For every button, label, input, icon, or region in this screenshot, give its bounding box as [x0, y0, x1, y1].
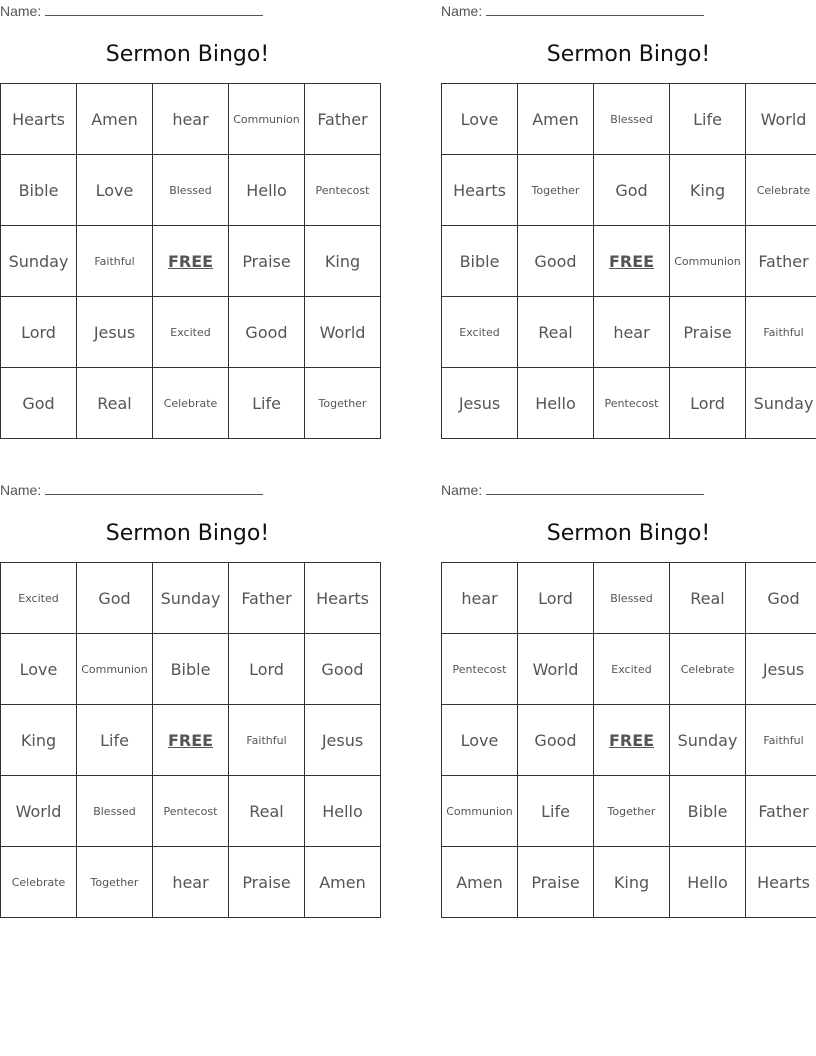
- bingo-cell[interactable]: Blessed: [153, 155, 229, 226]
- name-underline: [486, 3, 704, 16]
- bingo-cell[interactable]: Bible: [670, 776, 746, 847]
- bingo-cell[interactable]: hear: [153, 84, 229, 155]
- bingo-cell[interactable]: King: [305, 226, 381, 297]
- bingo-cell[interactable]: Hello: [229, 155, 305, 226]
- bingo-cell[interactable]: Together: [305, 368, 381, 439]
- grid-row: [442, 705, 816, 776]
- bingo-cell[interactable]: Praise: [670, 297, 746, 368]
- bingo-cell[interactable]: Hearts: [1, 84, 77, 155]
- name-label: Name:: [0, 3, 42, 19]
- bingo-cell[interactable]: Praise: [229, 226, 305, 297]
- bingo-cell[interactable]: World: [746, 84, 816, 155]
- bingo-cell[interactable]: Good: [229, 297, 305, 368]
- grid-row: [1, 847, 381, 918]
- bingo-cell[interactable]: God: [77, 563, 153, 634]
- bingo-cell[interactable]: Celebrate: [670, 634, 746, 705]
- bingo-cell[interactable]: Excited: [594, 634, 670, 705]
- bingo-cell[interactable]: Excited: [1, 563, 77, 634]
- grid-row: [1, 563, 381, 634]
- grid-row: [442, 563, 816, 634]
- name-underline: [45, 3, 263, 16]
- bingo-cell[interactable]: Jesus: [305, 705, 381, 776]
- name-label: Name:: [441, 3, 483, 19]
- bingo-cell[interactable]: Pentecost: [594, 368, 670, 439]
- bingo-cell[interactable]: Amen: [305, 847, 381, 918]
- free-space[interactable]: FREE: [153, 705, 229, 776]
- bingo-cell[interactable]: Lord: [670, 368, 746, 439]
- bingo-cell[interactable]: Praise: [518, 847, 594, 918]
- bingo-cell[interactable]: Amen: [518, 84, 594, 155]
- grid-row: [442, 368, 816, 439]
- bingo-cell[interactable]: Love: [442, 84, 518, 155]
- name-field[interactable]: [441, 482, 704, 498]
- bingo-cell[interactable]: Celebrate: [153, 368, 229, 439]
- bingo-cell[interactable]: Together: [77, 847, 153, 918]
- bingo-cell[interactable]: Excited: [153, 297, 229, 368]
- bingo-cell[interactable]: World: [1, 776, 77, 847]
- bingo-cell[interactable]: World: [518, 634, 594, 705]
- name-label: Name:: [0, 482, 42, 498]
- bingo-cell[interactable]: hear: [153, 847, 229, 918]
- bingo-cell[interactable]: King: [670, 155, 746, 226]
- name-underline: [486, 482, 704, 495]
- bingo-cell[interactable]: Praise: [229, 847, 305, 918]
- bingo-cell[interactable]: Faithful: [746, 297, 816, 368]
- bingo-cell[interactable]: Sunday: [1, 226, 77, 297]
- grid-row: [1, 297, 381, 368]
- bingo-cell[interactable]: Sunday: [670, 705, 746, 776]
- name-underline: [45, 482, 263, 495]
- bingo-grid: [0, 562, 381, 918]
- grid-row: [1, 368, 381, 439]
- bingo-cell[interactable]: Jesus: [442, 368, 518, 439]
- grid-row: [1, 705, 381, 776]
- card-title: Sermon Bingo!: [105, 521, 270, 546]
- bingo-cell[interactable]: Hearts: [305, 563, 381, 634]
- grid-row: [442, 847, 816, 918]
- bingo-cell[interactable]: Bible: [442, 226, 518, 297]
- bingo-cell[interactable]: Communion: [229, 84, 305, 155]
- bingo-cell[interactable]: Good: [518, 226, 594, 297]
- grid-row: [442, 634, 816, 705]
- bingo-cell[interactable]: Lord: [518, 563, 594, 634]
- name-field[interactable]: [441, 3, 704, 19]
- bingo-cell[interactable]: Good: [305, 634, 381, 705]
- card-title: Sermon Bingo!: [105, 42, 270, 67]
- bingo-cell[interactable]: Real: [229, 776, 305, 847]
- bingo-cell[interactable]: Together: [594, 776, 670, 847]
- bingo-cell[interactable]: hear: [594, 297, 670, 368]
- grid-row: [1, 155, 381, 226]
- bingo-cell[interactable]: Real: [518, 297, 594, 368]
- bingo-cell[interactable]: Amen: [442, 847, 518, 918]
- bingo-cell[interactable]: Excited: [442, 297, 518, 368]
- bingo-cell[interactable]: Jesus: [746, 634, 816, 705]
- free-space[interactable]: FREE: [594, 226, 670, 297]
- name-field[interactable]: [0, 3, 263, 19]
- bingo-cell[interactable]: Celebrate: [746, 155, 816, 226]
- bingo-cell[interactable]: Faithful: [746, 705, 816, 776]
- bingo-cell[interactable]: Celebrate: [1, 847, 77, 918]
- bingo-cell[interactable]: Jesus: [77, 297, 153, 368]
- bingo-cell[interactable]: Life: [518, 776, 594, 847]
- bingo-cell[interactable]: Communion: [670, 226, 746, 297]
- bingo-cell[interactable]: Lord: [1, 297, 77, 368]
- bingo-cell[interactable]: Love: [1, 634, 77, 705]
- grid-row: [1, 634, 381, 705]
- bingo-cell[interactable]: Hello: [518, 368, 594, 439]
- bingo-cell[interactable]: Father: [229, 563, 305, 634]
- grid-row: [442, 776, 816, 847]
- bingo-cell[interactable]: Hello: [305, 776, 381, 847]
- bingo-cell[interactable]: Good: [518, 705, 594, 776]
- bingo-cell[interactable]: Communion: [442, 776, 518, 847]
- bingo-grid: [441, 83, 816, 439]
- bingo-grid: [0, 83, 381, 439]
- grid-row: [442, 226, 816, 297]
- bingo-cell[interactable]: World: [305, 297, 381, 368]
- bingo-cell[interactable]: Together: [518, 155, 594, 226]
- grid-row: [1, 776, 381, 847]
- name-field[interactable]: [0, 482, 263, 498]
- bingo-cell[interactable]: hear: [442, 563, 518, 634]
- bingo-cell[interactable]: Father: [305, 84, 381, 155]
- bingo-cell[interactable]: Blessed: [594, 84, 670, 155]
- bingo-cell[interactable]: God: [1, 368, 77, 439]
- bingo-cell[interactable]: Communion: [77, 634, 153, 705]
- bingo-cell[interactable]: Life: [77, 705, 153, 776]
- bingo-cell[interactable]: King: [594, 847, 670, 918]
- bingo-cell[interactable]: Father: [746, 226, 816, 297]
- grid-row: [1, 84, 381, 155]
- grid-row: [442, 155, 816, 226]
- bingo-cell[interactable]: Life: [229, 368, 305, 439]
- bingo-cell[interactable]: Amen: [77, 84, 153, 155]
- bingo-cell[interactable]: Life: [670, 84, 746, 155]
- bingo-cell[interactable]: Real: [77, 368, 153, 439]
- bingo-cell[interactable]: Hello: [670, 847, 746, 918]
- grid-row: [1, 226, 381, 297]
- bingo-cell[interactable]: Blessed: [594, 563, 670, 634]
- card-title: Sermon Bingo!: [546, 521, 711, 546]
- bingo-cell[interactable]: Faithful: [77, 226, 153, 297]
- bingo-cell[interactable]: Love: [77, 155, 153, 226]
- bingo-cell[interactable]: Bible: [153, 634, 229, 705]
- bingo-cell[interactable]: Pentecost: [153, 776, 229, 847]
- bingo-cell[interactable]: Sunday: [746, 368, 816, 439]
- bingo-cell[interactable]: Hearts: [442, 155, 518, 226]
- bingo-cell[interactable]: Pentecost: [442, 634, 518, 705]
- bingo-cell[interactable]: Pentecost: [305, 155, 381, 226]
- grid-row: [442, 84, 816, 155]
- name-label: Name:: [441, 482, 483, 498]
- card-title: Sermon Bingo!: [546, 42, 711, 67]
- grid-row: [442, 297, 816, 368]
- bingo-cell[interactable]: Real: [670, 563, 746, 634]
- bingo-cell[interactable]: Lord: [229, 634, 305, 705]
- bingo-cell[interactable]: Bible: [1, 155, 77, 226]
- bingo-cell[interactable]: God: [594, 155, 670, 226]
- bingo-cell[interactable]: King: [1, 705, 77, 776]
- free-space[interactable]: FREE: [594, 705, 670, 776]
- bingo-cell[interactable]: Sunday: [153, 563, 229, 634]
- bingo-cell[interactable]: Father: [746, 776, 816, 847]
- bingo-cell[interactable]: Faithful: [229, 705, 305, 776]
- bingo-cell[interactable]: Blessed: [77, 776, 153, 847]
- bingo-grid: [441, 562, 816, 918]
- free-space[interactable]: FREE: [153, 226, 229, 297]
- bingo-cell[interactable]: Hearts: [746, 847, 816, 918]
- bingo-cell[interactable]: Love: [442, 705, 518, 776]
- bingo-cell[interactable]: God: [746, 563, 816, 634]
